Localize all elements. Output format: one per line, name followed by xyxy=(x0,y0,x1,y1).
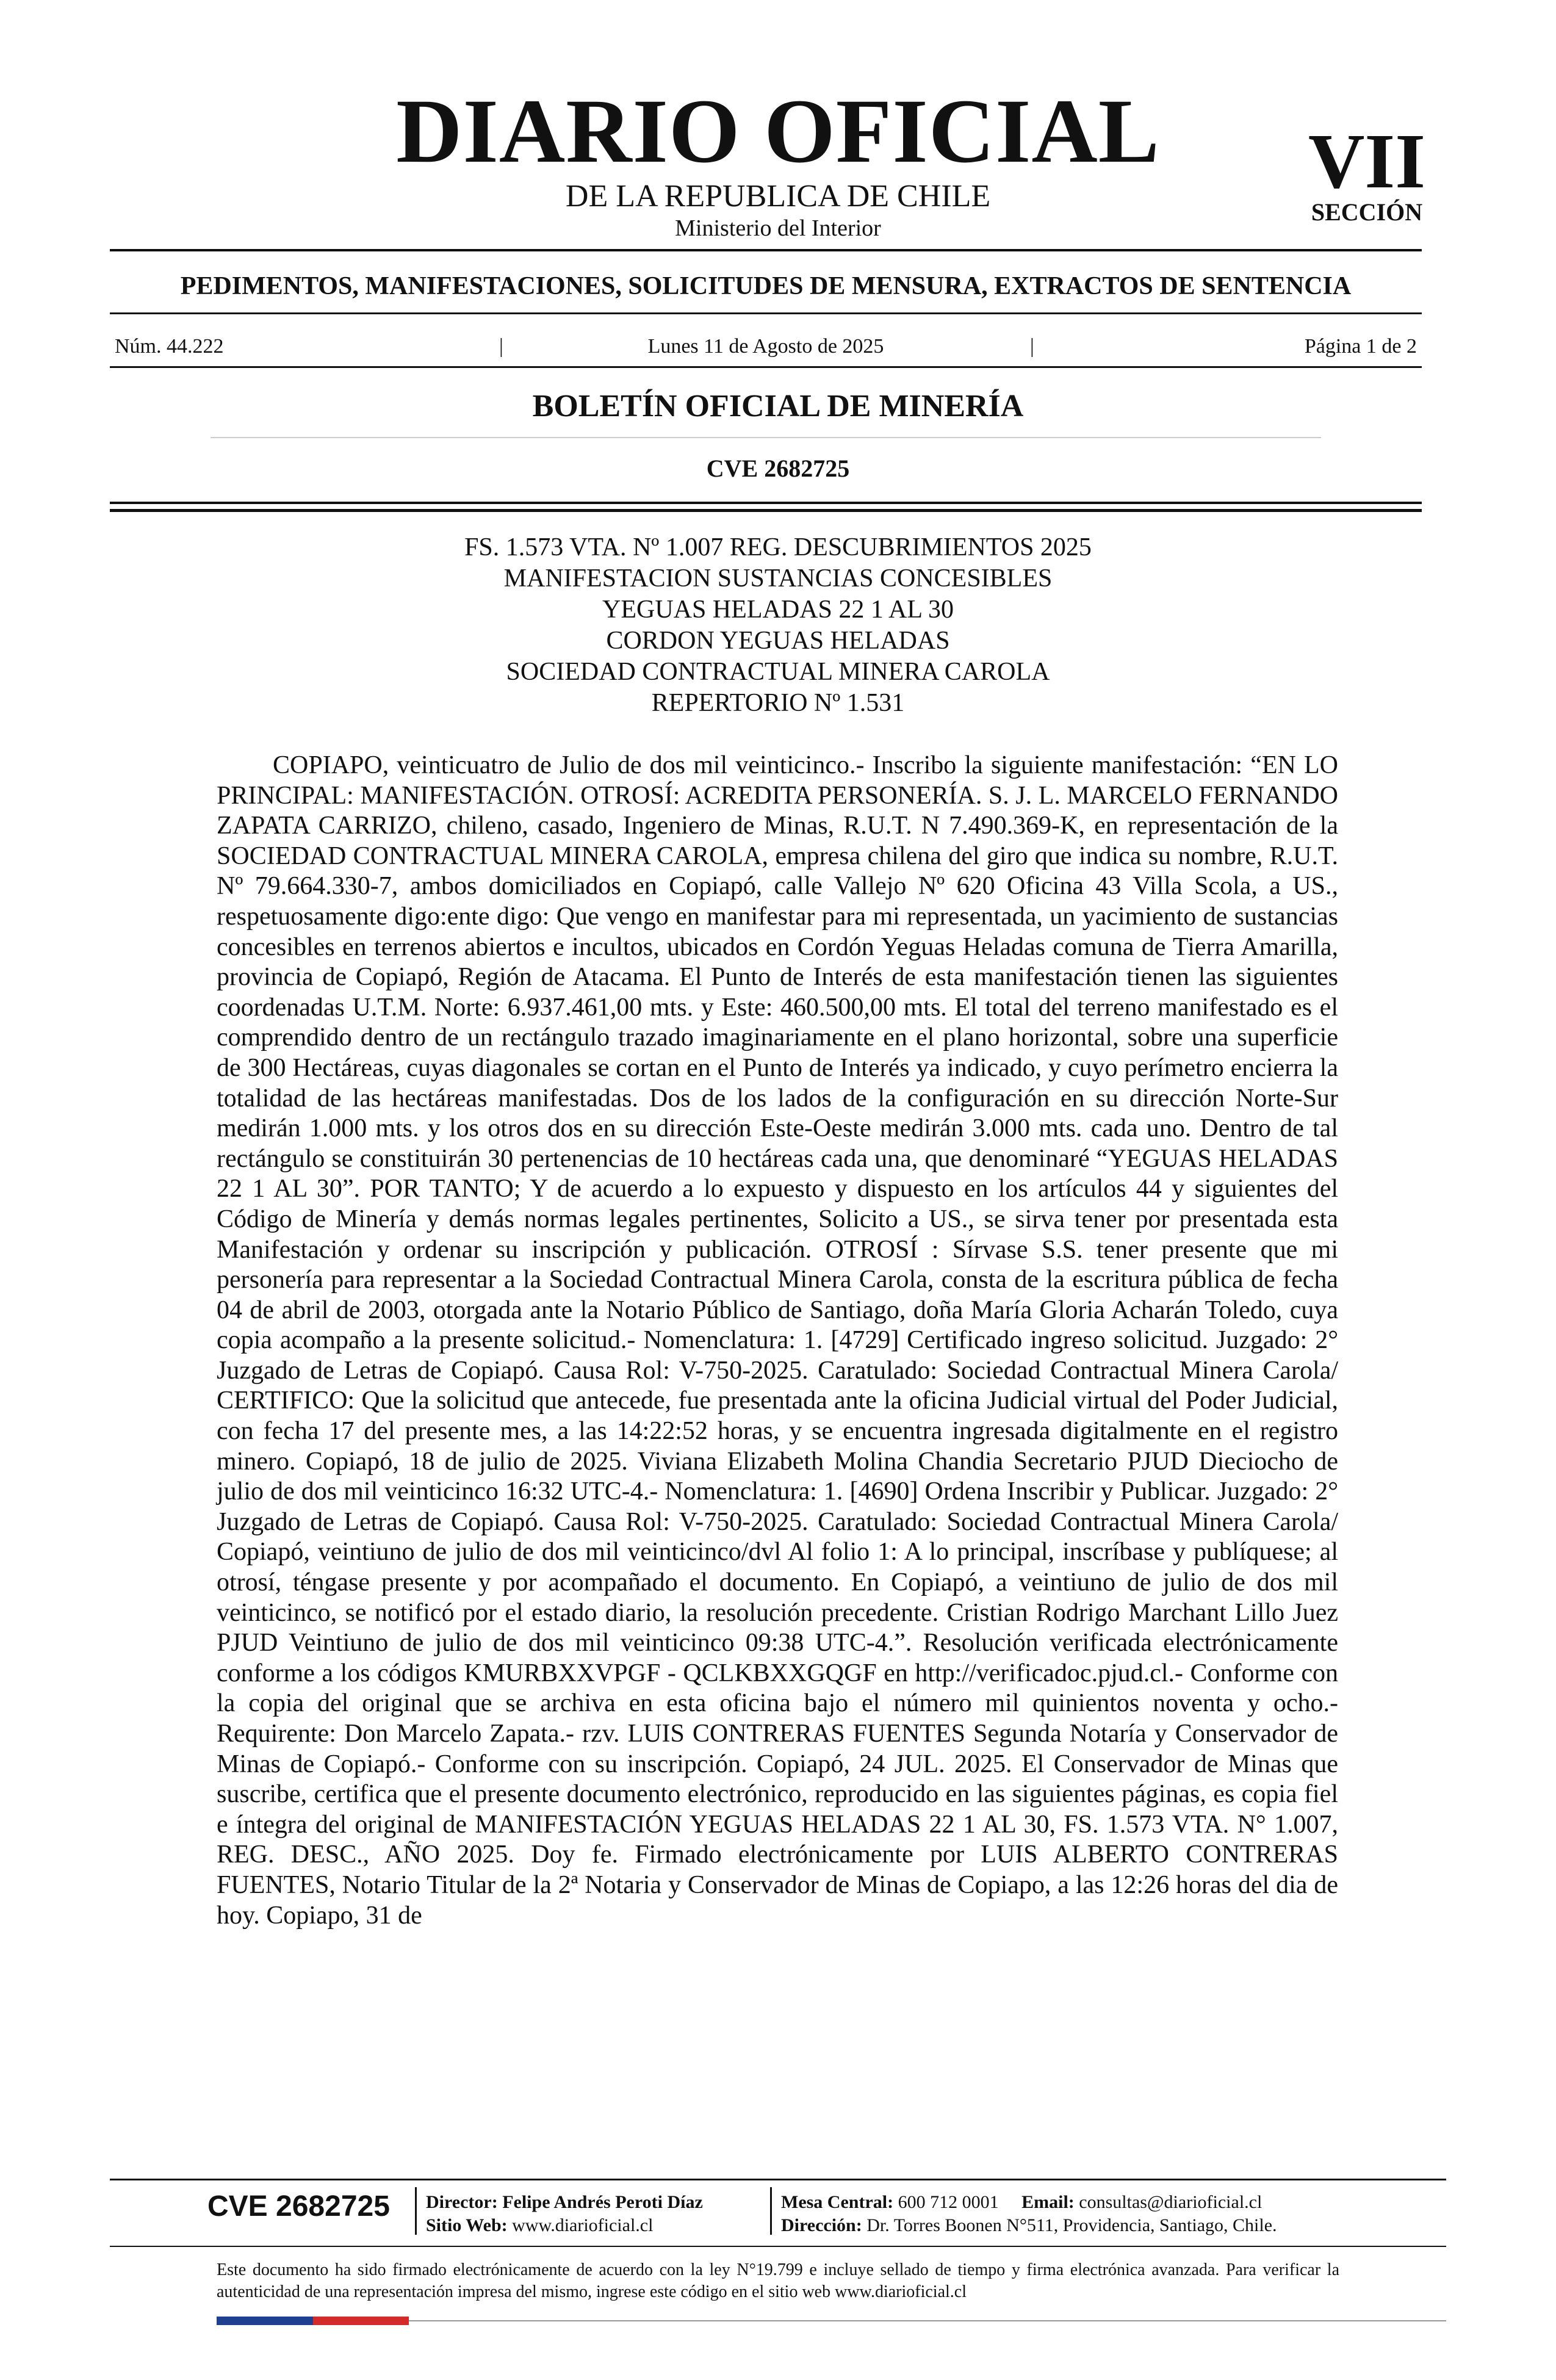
footer-address xyxy=(781,2214,1277,2237)
info-divider xyxy=(110,366,1422,368)
website-link[interactable]: www.diarioficial.cl xyxy=(512,2215,654,2235)
bulletin-title: BOLETÍN OFICIAL DE MINERÍA xyxy=(532,389,1024,424)
page-footer xyxy=(0,2166,1556,2380)
footer-director xyxy=(426,2191,703,2214)
category-divider xyxy=(110,312,1422,314)
newspaper-subtitle: DE LA REPUBLICA DE CHILE xyxy=(565,179,991,214)
phone-label: Mesa Central: xyxy=(781,2192,894,2212)
footer-bottom-rule xyxy=(409,2320,1446,2321)
section-number: VII xyxy=(1308,118,1426,204)
footer-mid-rule xyxy=(110,2246,1446,2247)
issue-number: Núm. 44.222 xyxy=(115,335,224,358)
phone-number: 600 712 0001 xyxy=(898,2192,999,2212)
footer-separator xyxy=(770,2187,772,2235)
footer-legal-note: Este documento ha sido firmado electrónicamente de acuerdo con la ley N°19.799 e incluye sellado de tiempo y firma electrónica avanzada. Para verificar la autenticidad de una representación impresa del mismo, ingrese este código en el sitio web www.diarioficial.cl xyxy=(217,2260,1339,2301)
heading-line: MANIFESTACION SUSTANCIAS CONCESIBLES xyxy=(503,564,1053,593)
heading-line: REPERTORIO Nº 1.531 xyxy=(651,689,905,717)
director-name: Felipe Andrés Peroti Díaz xyxy=(502,2192,703,2212)
address-label: Dirección: xyxy=(781,2215,862,2235)
section-label: SECCIÓN xyxy=(1311,198,1423,226)
website-label: Sitio Web: xyxy=(426,2215,508,2235)
footer-website xyxy=(426,2214,653,2237)
flag-blue-segment xyxy=(217,2317,313,2325)
masthead-divider xyxy=(110,249,1422,251)
footer-cve-code: CVE 2682725 xyxy=(207,2190,390,2223)
double-rule-bottom xyxy=(110,509,1422,512)
address-value: Dr. Torres Boonen N°511, Providencia, Santiago, Chile. xyxy=(866,2215,1277,2235)
ministry-label: Ministerio del Interior xyxy=(675,215,881,241)
document-body: COPIAPO, veinticuatro de Julio de dos mil veinticinco.- Inscribo la siguiente manifestación: “EN LO PRINCIPAL: MANIFESTACIÓN. OTROSÍ: ACREDITA PERSONERÍA. S. J. L. MARCELO FERNANDO ZAPATA CARRIZO, chileno, casado, Ingeniero de Minas, R.U.T. N 7.490.369-K, en representación de la SOCIEDAD CONTRACTUAL MINERA CAROLA, empresa chilena del giro que indica su nombre, R.U.T. Nº 79.664.330-7, ambos domiciliados en Copiapó, calle Vallejo Nº 620 Oficina 43 Villa Scola, a US., respetuosamente digo:ente digo: Que vengo en manifestar para mi representada, un yacimiento de sustancias concesibles en terrenos abiertos e incultos, ubicados en Cordón Yeguas Heladas comuna de Tierra Amarilla, provincia de Copiapó, Región de Atacama. El Punto de Interés de esta manifestación tienen las siguientes coordenadas U.T.M. Norte: 6.937.461,00 mts. y Este: 460.500,00 mts. El total del terreno manifestado es el comprendido dentro de un rectángulo trazado imaginariamente en el plano horizontal, sobre una superficie de 300 Hectáreas, cuyas diagonales se cortan en el Punto de Interés ya indicado, y cuyo perímetro encierra la totalidad de las hectáreas manifestadas. Dos de los lados de la configuración en su dirección Norte-Sur medirán 1.000 mts. y los otros dos en su dirección Este-Oeste medirán 3.000 mts. cada uno. Dentro de tal rectángulo se constituirán 30 pertenencias de 10 hectáreas cada una, que denominaré “YEGUAS HELADAS 22 1 AL 30”. POR TANTO; Y de acuerdo a lo expuesto y dispuesto en los artículos 44 y siguientes del Código de Minería y demás normas legales pertinentes, Solicito a US., se sirva tener por presentada esta Manifestación y ordenar su inscripción y publicación. OTROSÍ : Sírvase S.S. tener presente que mi personería para representar a la Sociedad Contractual Minera Carola, consta de la escritura pública de fecha 04 de abril de 2003, otorgada ante la Notario Público de Santiago, doña María Gloria Acharán Toledo, cuya copia acompaño a la presente solicitud.- Nomenclatura: 1. [4729] Certificado ingreso solicitud. Juzgado: 2° Juzgado de Letras de Copiapó. Causa Rol: V-750-2025. Caratulado: Sociedad Contractual Minera Carola/ CERTIFICO: Que la solicitud que antecede, fue presentada ante la oficina Judicial virtual del Poder Judicial, con fecha 17 del presente mes, a las 14:22:52 horas, y se encuentra ingresada digitalmente en el registro minero. Copiapó, 18 de julio de 2025. Viviana Elizabeth Molina Chandia Secretario PJUD Dieciocho de julio de dos mil veinticinco 16:32 UTC-4.- Nomenclatura: 1. [4690] Ordena Inscribir y Publicar. Juzgado: 2° Juzgado de Letras de Copiapó. Causa Rol: V-750-2025. Caratulado: Sociedad Contractual Minera Carola/ Copiapó, veintiuno de julio de dos mil veinticinco/dvl Al folio 1: A lo principal, inscríbase y publíquese; al otrosí, téngase presente y por acompañado el documento. En Copiapó, a veintiuno de julio de dos mil veinticinco, se notificó por el estado diario, la resolución precedente. Cristian Rodrigo Marchant Lillo Juez PJUD Veintiuno de julio de dos mil veinticinco 09:38 UTC-4.”. Resolución verificada electrónicamente conforme a los códigos KMURBXXVPGF - QCLKBXXGQGF en http://verificadoc.pjud.cl.- Conforme con la copia del original que se archiva en esta oficina bajo el número mil quinientos noventa y ocho.- Requirente: Don Marcelo Zapata.- rzv. LUIS CONTRERAS FUENTES Segunda Notaría y Conservador de Minas de Copiapó.- Conforme con su inscripción. Copiapó, 24 JUL. 2025. El Conservador de Minas que suscribe, certifica que el presente documento electrónico, reproducido en las siguientes páginas, es copia fiel e íntegra del original de MANIFESTACIÓN YEGUAS HELADAS 22 1 AL 30, FS. 1.573 VTA. N° 1.007, REG. DESC., AÑO 2025. Doy fe. Firmado electrónicamente por LUIS ALBERTO CONTRERAS FUENTES, Notario Titular de la 2ª Notaria y Conservador de Minas de Copiapo, a las 12:26 horas del dia de hoy. Copiapo, 31 de xyxy=(217,751,1338,1930)
cve-code: CVE 2682725 xyxy=(706,455,850,482)
issue-date: Lunes 11 de Agosto de 2025 xyxy=(647,335,884,358)
publication-category: PEDIMENTOS, MANIFESTACIONES, SOLICITUDES DE MENSURA, EXTRACTOS DE SENTENCIA xyxy=(180,272,1352,300)
footer-top-rule xyxy=(110,2179,1446,2180)
bulletin-underline xyxy=(211,437,1321,438)
heading-line: FS. 1.573 VTA. Nº 1.007 REG. DESCUBRIMIENTOS 2025 xyxy=(464,533,1092,561)
page-indicator: Página 1 de 2 xyxy=(1304,335,1417,358)
footer-contact xyxy=(781,2191,1262,2214)
newspaper-title: DIARIO OFICIAL xyxy=(396,81,1160,182)
email-label: Email: xyxy=(1021,2192,1075,2212)
footer-separator xyxy=(415,2187,417,2235)
flag-stripe xyxy=(217,2317,409,2325)
document-heading xyxy=(0,532,1556,719)
flag-red-segment xyxy=(313,2317,409,2325)
info-separator: | xyxy=(499,335,503,358)
director-label: Director: xyxy=(426,2192,498,2212)
issue-info-bar xyxy=(110,334,1422,359)
double-rule-top xyxy=(110,502,1422,504)
heading-line: CORDON YEGUAS HELADAS xyxy=(606,627,950,655)
info-separator: | xyxy=(1030,335,1034,358)
heading-line: SOCIEDAD CONTRACTUAL MINERA CAROLA xyxy=(506,658,1050,686)
masthead xyxy=(0,0,1556,256)
email-link[interactable]: consultas@diarioficial.cl xyxy=(1079,2192,1262,2212)
heading-line: YEGUAS HELADAS 22 1 AL 30 xyxy=(602,596,954,624)
